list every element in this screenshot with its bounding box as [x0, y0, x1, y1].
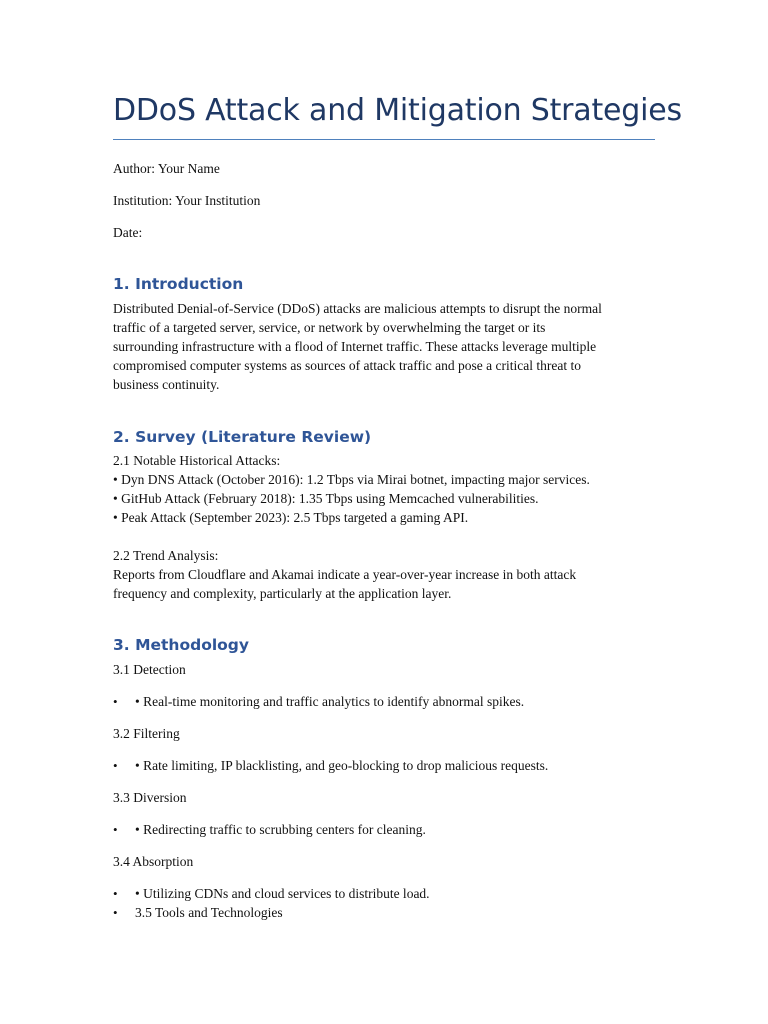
bullet-icon: •: [113, 822, 118, 837]
intro-line: traffic of a targeted server, service, or network by overwhelming the target or its: [113, 320, 546, 335]
bullet-icon: •: [113, 886, 118, 901]
section-heading-introduction: 1. Introduction: [113, 275, 244, 293]
list-item-text: • Utilizing CDNs and cloud services to distribute load.: [135, 886, 430, 901]
subsection-heading-absorption: 3.4 Absorption: [113, 854, 194, 869]
section-heading-methodology: 3. Methodology: [113, 636, 250, 654]
institution-line: Institution: Your Institution: [113, 193, 261, 208]
list-item-text: • Redirecting traffic to scrubbing centers for cleaning.: [135, 822, 426, 837]
subsection-heading-filtering: 3.2 Filtering: [113, 726, 180, 741]
intro-line: business continuity.: [113, 377, 220, 392]
list-item-text: 3.5 Tools and Technologies: [135, 905, 283, 920]
list-item: • Peak Attack (September 2023): 2.5 Tbps targeted a gaming API.: [113, 510, 469, 525]
title-underline: [113, 139, 655, 140]
subsection-heading-diversion: 3.3 Diversion: [113, 790, 187, 805]
list-item: • GitHub Attack (February 2018): 1.35 Tbps using Memcached vulnerabilities.: [113, 491, 539, 506]
date-line: Date:: [113, 225, 143, 240]
intro-line: compromised computer systems as sources of attack traffic and pose a critical threat to: [113, 358, 581, 373]
bullet-icon: •: [113, 905, 118, 920]
trend-line: Reports from Cloudflare and Akamai indicate a year-over-year increase in both attack: [113, 567, 577, 582]
list-item-text: • Real-time monitoring and traffic analytics to identify abnormal spikes.: [135, 694, 525, 709]
document-title: DDoS Attack and Mitigation Strategies: [113, 93, 682, 128]
subsection-heading-trend-analysis: 2.2 Trend Analysis:: [113, 548, 219, 563]
subsection-heading-historical-attacks: 2.1 Notable Historical Attacks:: [113, 453, 281, 468]
list-item: • Dyn DNS Attack (October 2016): 1.2 Tbps via Mirai botnet, impacting major services.: [113, 472, 590, 487]
intro-line: Distributed Denial-of-Service (DDoS) attacks are malicious attempts to disrupt the normal: [113, 301, 602, 316]
subsection-heading-detection: 3.1 Detection: [113, 662, 186, 677]
trend-line: frequency and complexity, particularly at the application layer.: [113, 586, 452, 601]
list-item-text: • Rate limiting, IP blacklisting, and geo-blocking to drop malicious requests.: [135, 758, 549, 773]
bullet-icon: •: [113, 758, 118, 773]
intro-line: surrounding infrastructure with a flood of Internet traffic. These attacks leverage multiple: [113, 339, 597, 354]
section-heading-survey: 2. Survey (Literature Review): [113, 428, 372, 446]
author-line: Author: Your Name: [113, 161, 220, 176]
bullet-icon: •: [113, 694, 118, 709]
